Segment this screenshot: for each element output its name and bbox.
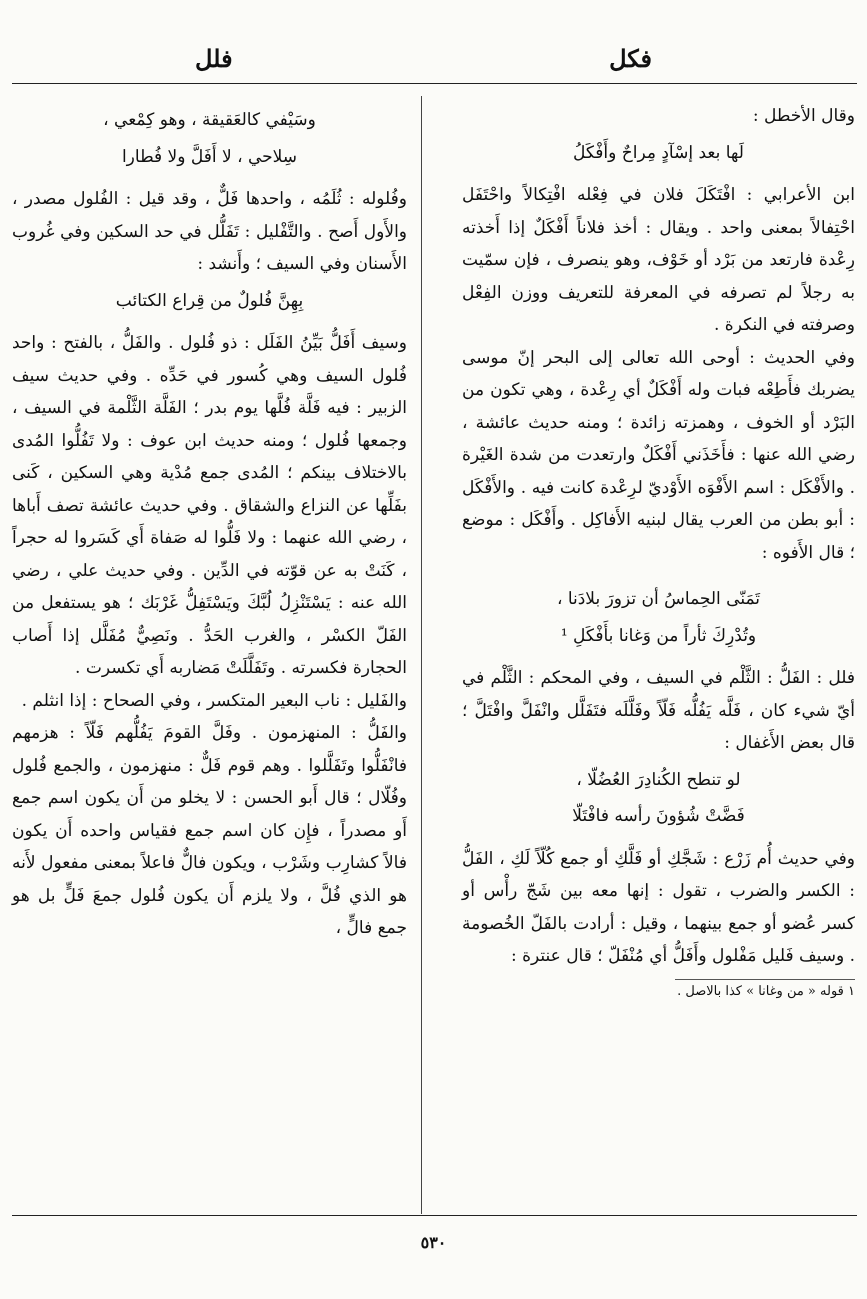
- bottom-rule: [12, 1215, 857, 1216]
- headword-left: فلل: [195, 44, 233, 73]
- headword-right: فكل: [609, 44, 652, 73]
- verse-line: وتُدْرِكَ ثأراً من وَغانا بأَفْكَلِ ¹: [560, 625, 757, 646]
- footnote: ١ قوله « من وغانا » كذا بالاصل .: [677, 983, 855, 999]
- verse-line: لو تنطح الكُنادِرَ العُضُلّا ،: [576, 769, 741, 790]
- footnote-rule: [675, 979, 855, 980]
- paragraph: وسيف أَفَلُّ بَيِّنُ الفَلَل : ذو فُلول . والفَلُّ ، بالفتح : واحد فُلول السيف وهي كُسور في حَدِّه . وفي حديث سيف الزبير : فيه فَلَّة فُلَّها يوم بدر ؛ الفَلَّة الثَّلْمة في السيف ، وجمعها فُلول ؛ ومنه حديث ابن عوف : ولا تَفُلُّوا المُدى بالاختلاف بينكم ؛ المُدى جمع مُدْية وهي السكين ، كَنى بفَلِّها عن النزاع والشقاق . وفي حديث عائشة تصف أَباها ، رضي الله عنهما : ولا فَلُّوا له صَفاة أَي كَسَروا له حجراً ، كَنَتْ به عن قوّته في الدِّين . وفي حديث علي ، رضي الله عنه : يَسْتَنْزِلُ لُبَّكَ ويَسْتَفِلُّ غَرْبَك ؛ هو يستفعل من الفَلّ الكسْر ، والغرب الحَدُّ . ونَصِيٌّ مُفَلَّل إذا أَصاب الحجارة فكسرته . وتَفَلَّلَتْ مَضاربه أَي تكسرت .: [12, 333, 407, 678]
- paragraph: والفَليل : ناب البعير المتكسر ، وفي الصحاح : إذا انثلم .: [21, 690, 407, 711]
- right-column: [462, 100, 855, 1002]
- page-header: [0, 44, 867, 84]
- top-rule: [12, 83, 857, 84]
- verse-line: تَمَنّى الحِماسُ أن تزورَ بلادَنا ،: [556, 589, 761, 609]
- paragraph: وقال الأخطل :: [752, 106, 855, 126]
- page-number: ٥٣٠: [420, 1233, 447, 1252]
- paragraph: ابن الأعرابي : افْتَكَلَ فلان في فِعْله افْتِكالاً واحْتَفَل احْتِفالاً بمعنى واحد . ويقال : أخذ فلاناً أَفْكَلٌ إذا أَخذته رِعْدة فارتعد من بَرْد أو خَوْف، وهو ينصرف ، فإن سمّيت به رجلاً لم تصرفه في المعرفة للتعريف ووزن الفِعْل وصرفته في النكرة .: [462, 185, 855, 335]
- paragraph: وفي حديث أُم زَرْع : شَجَّكِ أو فَلَّكِ أو جمع كُلّاً لَكِ ، الفَلُّ : الكسر والضرب ، تقول : إنها معه بين شَجّ رأْس أو كسر عُضو أو جمع بينهما ، وقيل : أرادت بالفَلّ الخُصومة . وسيف فَليل مَفْلول وأَفَلُّ أي مُنْفَلّ ؛ قال عنترة :: [462, 848, 855, 966]
- column-divider: [421, 96, 422, 1214]
- verse-line: بِهِنَّ فُلولٌ من قِراع الكتائب: [115, 290, 304, 311]
- paragraph: وفُلوله : ثُلَمُه ، واحدها فَلٌّ ، وقد قيل : الفُلول مصدر ، والأَول أَصح . والتَّفْليل : تَفَلُّل في حد السكين وفي غُروب الأَسنان وفي السيف ؛ وأَنشد :: [12, 189, 407, 274]
- left-column: [12, 100, 407, 945]
- verse-line: لَها بعد إسْآدٍ مِراحٌ وأَفْكَلُ: [573, 142, 744, 163]
- entry-paragraph: فلل : الفَلُّ : الثَّلْم في السيف ، وفي المحكم : الثَّلْم في أيّ شيء كان ، فَلَّه يَفُلُّه فَلّاً وفَلَّلَه فتَفَلَّل وانْفَلَّ وافْتَلَّ ؛ قال بعض الأَغفال :: [462, 668, 855, 753]
- verse-line: سِلاحي ، لا أَفَلَّ ولا فُطارا: [121, 146, 298, 167]
- verse-line: فَضَّتْ شُؤونَ رأسه فافْتَلّا: [572, 806, 745, 826]
- verse-line: وسَيْفي كالعَقيقة ، وهو كِمْعي ،: [103, 110, 316, 130]
- paragraph: وفي الحديث : أوحى الله تعالى إلى البحر إنّ موسى يضربك فأَطِعْه فبات وله أَفْكَلٌ أي رِعْدة ، وهي تكون من البَرْد أو الخوف ، وهمزته زائدة ؛ ومنه حديث عائشة ، رضي الله عنها : فأَخَذَني أَفْكَلٌ وارتعدت من شدة الغَيْرة . والأَفْكَل : اسم الأَفْوَه الأَوْديّ لرِعْدة كانت فيه . والأَفْكَل : أبو بطن من العرب يقال لبنيه الأَفاكِل . وأَفْكَل : موضع ؛ قال الأَفوه :: [462, 347, 855, 563]
- paragraph: والفَلُّ : المنهزمون . وفَلَّ القومَ يَفُلُّهم فَلّاً : هزمهم فانْفَلُّوا وتَفَلَّلوا . وهم قوم فَلٌّ : منهزمون ، والجمع فُلول وفُلّال ؛ قال أَبو الحسن : لا يخلو من أَن يكون اسم جمع أَو مصدراً ، فإِن كان اسم جمع فقياس واحده أَن يكون فالاً كشارِب وشَرْب ، ويكون فالٌّ فاعلاً بمعنى مفعول لأَنه هو الذي فُلَّ ، ولا يلزم أَن يكون فُلول جمعَ فَلٍّ بل هو جمع فالٍّ ،: [12, 723, 407, 938]
